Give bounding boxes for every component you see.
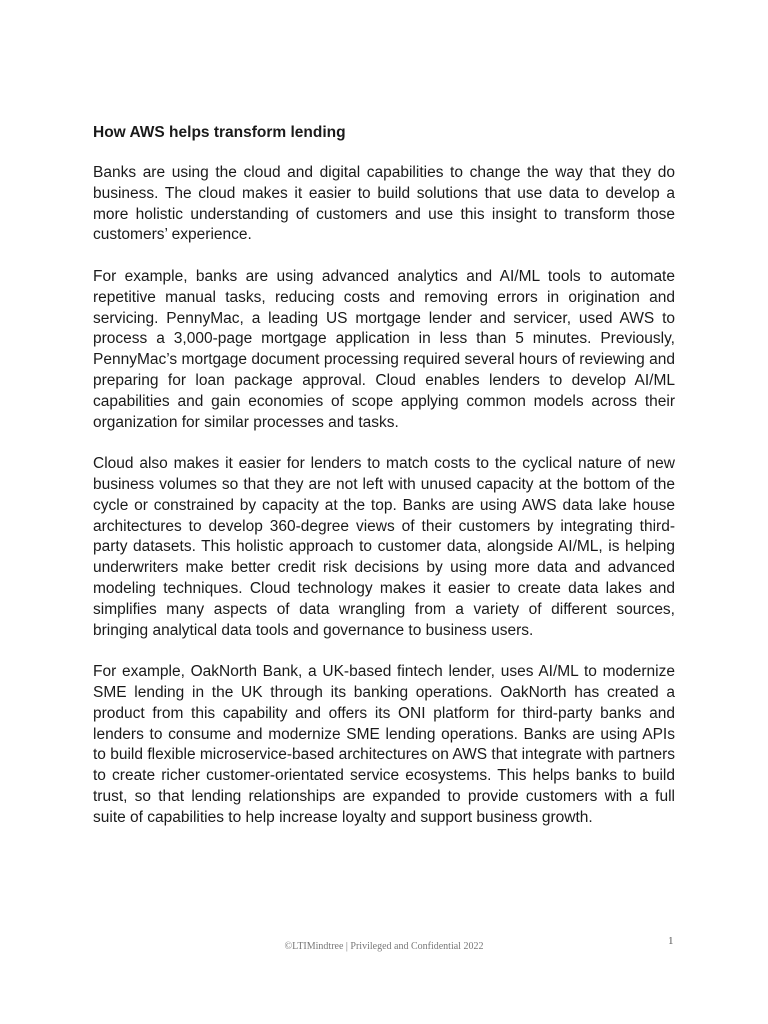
document-body — [93, 122, 675, 849]
paragraph-oaknorth-example: For example, OakNorth Bank, a UK-based fintech lender, uses AI/ML to modernize SME lending in the UK through its banking operations. OakNorth has created a product from this capability and offers its ONI platform for third-party banks and lenders to consume and modernize SME lending operations. Banks are using APIs to build flexible microservice-based architectures on AWS that integrate with partners to create richer customer-orientated service ecosystems. This helps banks to build trust, so that lending relationships are expanded to provide customers with a full suite of capabilities to help increase loyalty and support business growth. — [93, 663, 675, 826]
paragraph-cloud-capabilities: Banks are using the cloud and digital capabilities to change the way that they do business. The cloud makes it easier to build solutions that use data to develop a more holistic understanding of customers and use this insight to transform those customers’ experience. — [93, 164, 675, 244]
paragraph-pennymac-example: For example, banks are using advanced analytics and AI/ML tools to automate repetitive manual tasks, reducing costs and removing errors in origination and servicing. PennyMac, a leading US mortgage lender and servicer, used AWS to process a 3,000-page mortgage application in less than 5 minutes. Previously, PennyMac’s mortgage document processing required several hours of reviewing and preparing for loan package approval. Cloud enables lenders to develop AI/ML capabilities and gain economies of scope applying common models across their organization for similar processes and tasks. — [93, 267, 675, 431]
paragraph-cyclical-costs: Cloud also makes it easier for lenders to match costs to the cyclical nature of new business volumes so that they are not left with unused capacity at the bottom of the cycle or constrained by capacity at the top. Banks are using AWS data lake house architectures to develop 360-degree views of their customers by integrating third-party datasets. This holistic approach to customer data, alongside AI/ML, is helping underwriters make better credit risk decisions by using more data and advanced modeling techniques. Cloud technology makes it easier to create data lakes and simplifies many aspects of data wrangling from a variety of different sources, bringing analytical data tools and governance to business users. — [93, 455, 675, 639]
section-heading: How AWS helps transform lending — [93, 124, 346, 141]
footer-confidentiality-note: ©LTIMindtree | Privileged and Confidential 2022 — [284, 941, 484, 952]
page-number: 1 — [668, 935, 674, 947]
